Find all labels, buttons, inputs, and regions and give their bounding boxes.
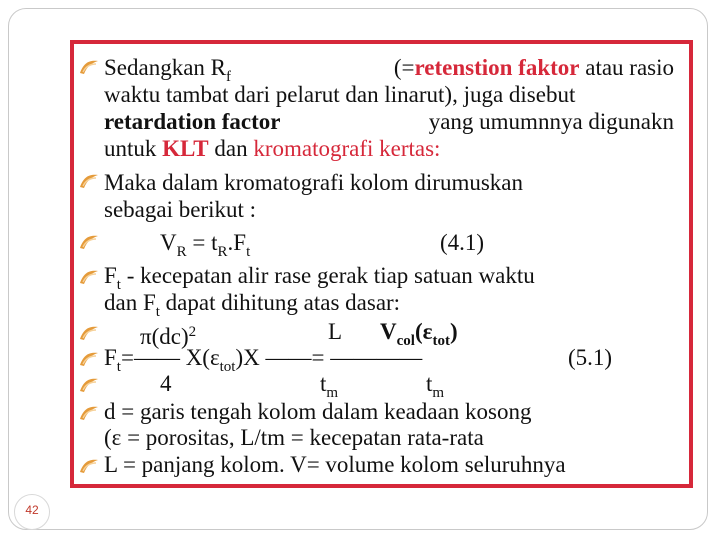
equation-number-5-1: (5.1) [568,345,613,370]
text-line-6: sebagai berikut : [104,197,257,222]
text-line-2: waktu tambat dari pelarut dan linarut), juga disebut [104,82,576,107]
formula-denominator-1: 4 [160,371,172,396]
text-line-13: d = garis tengah kolom dalam keadaan kosong [104,399,532,424]
decorative-bullet-icon [78,455,100,477]
decorative-bullet-icon [78,402,100,424]
page-number: 42 [25,503,39,517]
decorative-bullet-icon [78,322,100,344]
formula-denominator-3: $t_m$ [426,371,445,401]
formula-denominator-2: $t_m$ [320,371,339,401]
decorative-bullet-icon [78,374,100,396]
slide-left-margin [40,40,70,488]
slide-body [74,44,689,484]
formula-numerator-2: L [328,319,343,344]
text-line-4: untuk KLT dan kromatografi kertas: [104,136,441,161]
text-line-8: $F_t$ - kecepatan alir rase gerak tiap satuan waktu [104,263,535,293]
decorative-bullet-icon [78,348,100,370]
text-line-5: Maka dalam kromatografi kolom dirumuskan [104,170,524,195]
decorative-bullet-icon [78,170,100,192]
equation-4-1: $V_R = t_R.F_t$ [160,230,251,260]
text-line-3: retardation factor yang umumnnya digunakn [104,109,674,134]
text-line-9: dan $F_t$ dapat dihitung atas dasar: [104,290,401,320]
formula-numerator-3: $V_{col}(\varepsilon_{tot})$ [380,319,458,349]
text-line-15: L = panjang kolom. V= volume kolom seluruhnya [104,452,566,477]
text-line-14: (ε = porositas, L/tm = kecepatan rata-rata [104,425,484,450]
equation-5-1: $F_t=——$ $X(\varepsilon_{tot})X$ ——= ———— [104,345,423,375]
formula-numerator-1: π(dc)$^2$ [140,324,197,349]
decorative-bullet-icon [78,56,100,78]
equation-number-4-1: (4.1) [440,230,485,255]
content-panel [70,40,693,488]
decorative-bullet-icon [78,266,100,288]
decorative-bullet-icon [78,231,100,253]
text-line-1: Sedangkan $R_f$ (=retenstion faktor atau rasio [104,55,674,85]
